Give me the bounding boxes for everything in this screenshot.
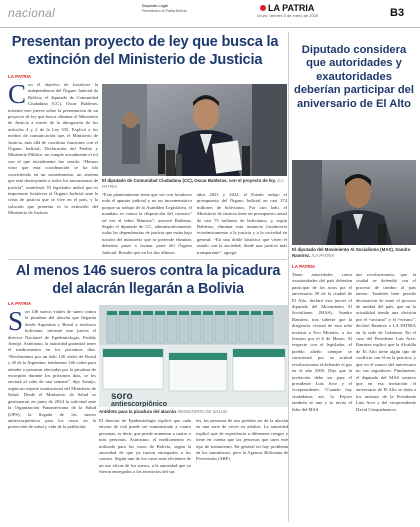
section-divider [8,259,287,260]
sidebar-headline: Diputado considera que autoridades y exautoridades deberían participar del aniversario de El Alto [294,44,414,110]
dropcap: S [8,309,24,336]
caption-text: Antídoto para la picadura del alacrán [99,409,177,414]
column-divider [288,32,289,522]
antivenom-vials-image [99,305,288,407]
sidebar-byline: LA PATRIA [292,264,316,269]
section-label: nacional [8,6,56,20]
page-header [0,0,420,28]
issue-date: Oruro, viernes 3 de enero de 2025 [257,13,319,18]
newspaper-logo [260,3,314,13]
story1-column-1 [8,82,98,258]
story2-column-2: El director de Epidemiología explicó que cada envase de vial puede ser suministrado a cuatro personas, es decir, que puede aumentar a cuatro o más personas. Asimismo, el medicamento es utilizado para los casos de Bolivia, según la autoridad de que ya fueron entregados a los centros. Según uno de los casos más eficientes de un uso eficaz de los sueros, a la autoridad que ya fueron entregados a los territorios del sur. [99,418,191,475]
story1-headline: Presentan proyecto de ley que busca la extinción del Ministerio de Justicia [11,34,279,68]
story1-photo-caption [102,178,287,189]
page-number: B3 [390,7,405,19]
sidebar-photo-caption [292,247,416,258]
sidebar-column-2: tan revolucionario, que la ciudad se defendió con el proceso de cambio al país entero. También bien preside declaración de tener el proceso de unidad del país, que en la actualidad tienda una división por el “arcismo” y el “evismo”, declaró Ramírez a LA PATRIA en la sede de Gobierno. En el caso del Presidente Luis Arce, Ramírez explicó que la Alcaldía de El Alto tiene algún tipo de conflicto con él en la práctica, y que en el marco del aniversario no sus seguidores. Finalmente, el diputado del MAS sostuvo que en esa invitación el aniversario de El Alto se daría a los mismos de la Presidente Luis Arce y del vicepresidente David Choquehuanca. [356,272,416,412]
deputy-portrait-image [292,160,416,245]
registry-line: Depósito Legal [142,4,168,8]
sidebar-column-1: Tanto autoridades como exautoridades del país deberían participar de los actos por el aniversario 39 de la ciudad de El Alto, declaró este jueves el diputado del Movimiento Al Socialismo (MAS), Sandro Ramírez, tras saberse que la dirigencia vecinal de esta urbe invitará a Evo Morales, a los festejos por el 6 de Marzo. Al respecto con el legislador, el pueblo alteño siempre se caracterizó por su actitud revolucionaria al defender el gas en el año 2003. Dijo que la invitación debe ser para el presidente Luis Arce y el vicepresidente, “Cuando hay ciudadanos así, la Fejuve también se une y lo invita el líder del MAS. [292,272,352,412]
story2-byline: LA PATRIA [8,301,32,306]
masthead [257,3,407,23]
story2-headline: Al menos 146 sueros contra la picadura del alacrán llegarán a Bolivia [15,263,281,297]
story1-photo [102,84,287,176]
registry-info [142,4,202,13]
sun-icon [260,5,266,11]
caption-credit: /LA PATRIA [311,252,335,258]
svg-text:soro: soro [111,391,133,402]
caption-text: El diputado de Comunidad Ciudadana (CC), Oscar Balderas, con el proyecto de ley. [102,178,276,183]
sidebar-photo [292,160,416,245]
story2-photo [99,305,288,407]
logo-text: LA PATRIA [268,3,315,13]
registry-line: Periodistico Ia Patria Bolivia [142,8,187,13]
caption-credit: /LA PATRIA [102,178,284,189]
story2-column-1 [8,309,96,522]
caption-text: El diputado del Movimiento Al Socialismo (MAS), Sandro Ramírez. [292,247,411,258]
press-conference-image [102,84,287,176]
story2-column-3: tes, las personas de uso podrían ser de la alacrán en una serie de veces en adultos. La autoridad explicó que de experiencia a diferentes riesgos y tiene en cuenta que las personas que usen este tipo de tratamiento. En general no hay problema en los suministros, pero la Agencia Boliviana de Prevención (ABP). [196,418,288,462]
story1-text-1: on el objetivo de fortalecer la independencia del Órgano Judicial de Bolivia, el diputado de Comunidad Ciudadana (CC), Oscar Balderas, informó este jueves sobre la presentación de un proyecto de ley que busca eliminar el Ministerio de Justicia a través de la abrogación de los artículos 4 y 2 de la Ley 335. Explicó a los medios de comunicación que, el Ministerio de Justicia, más allá de coordinar funciones con el Órgano Judicial, Declaración del Pueblo y Ministerio Público, no cumple actualmente el rol con el que inicialmente fue creado. “Hemos visto que esta coordinación se ha ido convirtiendo en un sometimiento, un sistema que está destruyendo a todos los mecanismos de justicia”, manifestó. El legislador indicó que es importante fortalecer el Órgano Judicial ante la crisis de justicia que se vive en el país, y la solución que presenta es la extinción del Ministerio de Justicia. [8,82,98,216]
story1-byline: LA PATRIA [8,74,32,79]
svg-text:antiescorpiônico: antiescorpiônico [111,401,168,407]
dropcap: C [8,82,27,109]
story2-text-1: on 146 sueros vitales de suero contra la picadura del alacrán que llegarán desde Argentina y Brasil a territorio boliviano, informó este jueves el director Nacional de Epidemiología, Freddy Armijo. Asimismo, la autoridad garantizó tener el medicamento en los próximos días. “Recibiremos por un lado 126 viales de Brasil y 20 de la Argentina, tendremos 146 viales para atender a personas afectadas por la picadura de escorpión durante los próximos días, se los enviará al cabo de una semana”, dijo Armijo, según un reporte institucional del Ministerio de Salud. Desde el Ministerio de Salud se gestionaron en junio de 2024 la solicitud ante la Organización Panamericana de la Salud (OPS), la llegada de los sueros antiescorpiónicos para los casos en la protección de salud y vida de la población. [8,309,96,430]
story1-column-3: años 2021 y 2022, el Estado redujo el presupuesto del Órgano Judicial en casi 374 millones de bolivianos. Por otro lado, el Ministerio de Justicia tiene un presupuesto anual de casi 75 millones de bolivianos, y, según Balderas, eliminar esta instancia fortalecería económicamente a la justicia y a la sociedad en general. “En una doble histórica que viven el estado con la sociedad; desde una justicia más transparente”, agregó. [197,192,287,255]
story2-photo-caption [99,409,288,415]
story1-column-2: “Este planteamiento tiene que ver con fortalecer todo el aparato judicial y no un incrementativo porque su trabajo de la Asamblea Legislativa, el mandato es contar la disposición del contrato” tal vez el señor Ministro”, aseveró Balderas. Según el diputado de CC, adminisrativamente, todas las dependencias de justicia que están bajo tuición del ministerio que se pretende eliminar, deberían pasar a formar parte del Órgano Judicial. Resultó que en los dos últimos [102,192,192,255]
caption-credit: /MINISTERIO DE SALUD [177,409,228,414]
